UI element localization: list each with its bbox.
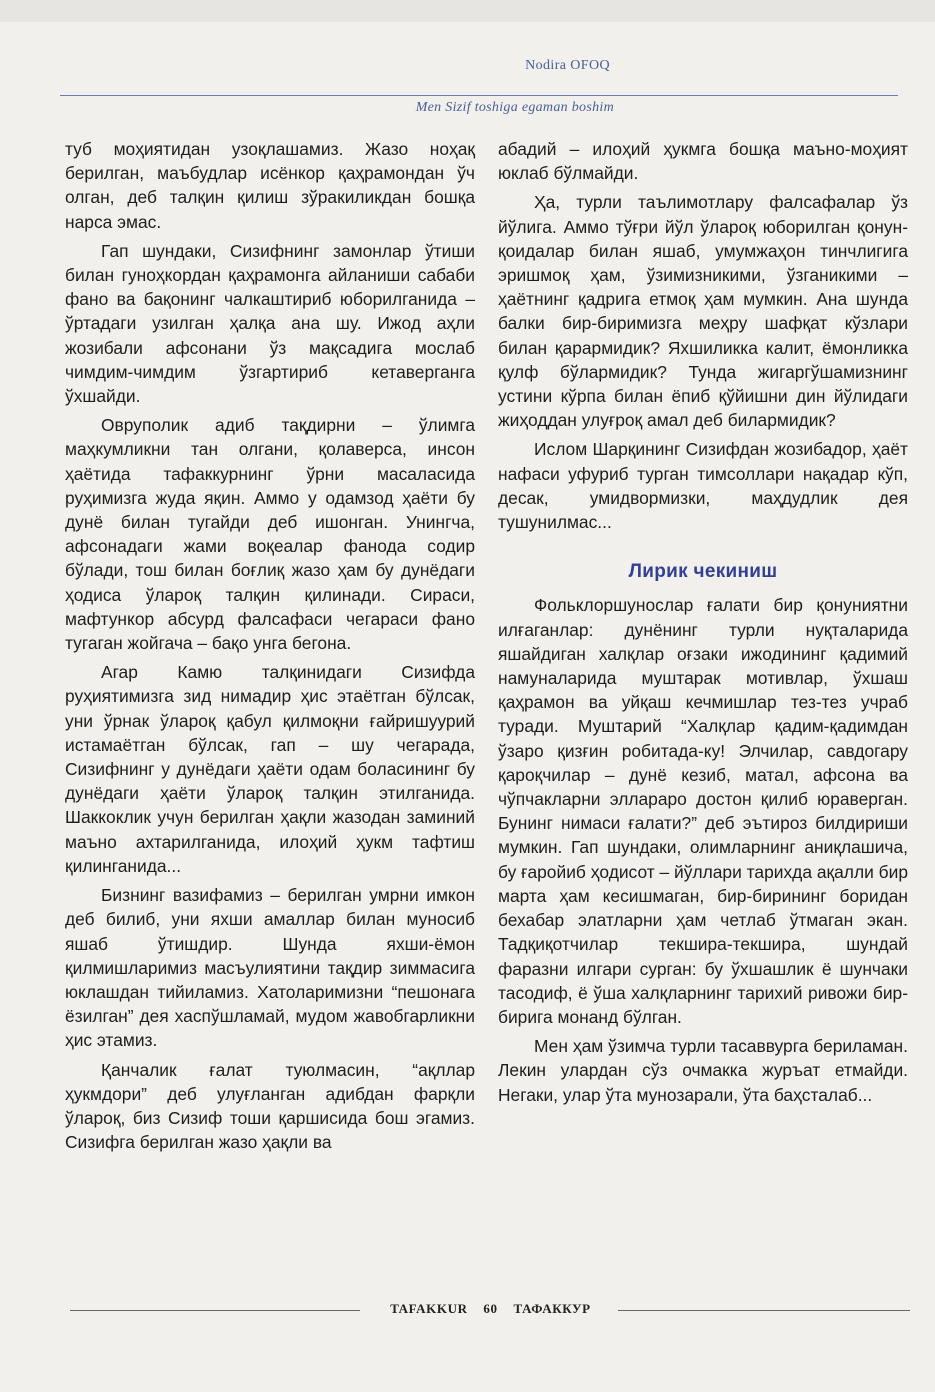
paragraph: Мен ҳам ўзимча турли тасаввурга бериламан. Лекин улардан сўз очмакка журъат етмайди. Негаки, улар ўта мунозарали, ўта баҳсталаб... [498, 1036, 908, 1105]
page-number: 60 [483, 1301, 498, 1316]
page-footer [70, 1301, 910, 1321]
paragraph: Агар Камю талқинидаги Сизифда руҳиятимизга зид нимадир ҳис этаётган бўлсак, уни ўрнак ўлароқ қабул қилмоқни ғайришуурий истамаётган бўлсак, гап – шу чегарада, Сизифнинг у дунёдаги ҳаёти одам боласининг бу дунёдаги ҳаёти ўлароқ талқин этилганида. Шаккоклик учун берилган ҳақли жазодан заминий маъно ахтарилганида, илоҳий ҳукм тафтиш қилинганида... [65, 662, 475, 876]
footer-journal-cyrillic: ТАФАККУР [513, 1301, 591, 1316]
left-column [65, 137, 475, 1159]
paragraph: абадий – илоҳий ҳукмга бошқа маъно-моҳият юклаб бўлмайди. [498, 139, 908, 184]
right-column-top [498, 137, 908, 534]
right-column [498, 137, 908, 1112]
paragraph: Қанчалик ғалат туюлмасин, “ақллар ҳукмдори” деб улуғланган адибдан фарқли ўлароқ, биз Сизиф тоши қаршисида бош эгамиз. Сизифга берилган жазо ҳақли ва [65, 1059, 475, 1153]
paragraph: Гап шундаки, Сизифнинг замонлар ўтиши билан гуноҳкордан қаҳрамонга айланиши сабаби фано ва бақонинг чалкаштириб юборилганида – ўртадаги узилган ҳалқа ана шу. Ижод аҳли жозибали афсонани ўз мақсадига мослаб чимдим-чимдим ўзгартириб кетаверганга ўхшайди. [65, 240, 475, 407]
paragraph: туб моҳиятидан узоқлашамиз. Жазо ноҳақ берилган, маъбудлар исёнкор қаҳрамондан ўч олган, деб талқин қилиш зўракиликдан бошқа нарса эмас. [65, 139, 475, 232]
paragraph: Ислом Шарқининг Сизифдан жозибадор, ҳаёт нафаси уфуриб турган тимсоллари нақадар кўп, десак, умидвормизки, маҳдудлик дея тушунилмас... [498, 439, 908, 533]
right-column-bottom [498, 593, 908, 1106]
header-rule [60, 95, 898, 96]
footer-rule-left [70, 1310, 360, 1311]
paragraph: Ҳа, турли таълимотлару фалсафалар ўз йўлига. Аммо тўғри йўл ўлароқ юборилган қонун-қоидалар билан яшаб, умумжаҳон тинчлигига эришмоқ ҳам, ўзимизникими, ўзганикими – ҳаётнинг қадрига етмоқ ҳам мумкин. Ана шунда балки бир-биримизга меҳру шафқат кўзлари билан қарармидик? Яхшиликка калит, ёмонликка қулф бўлармидик? Тунда жигаргўшамизнинг устини кўрпа билан ёпиб қўйишни дин йўлидаги жиҳоддан улуғроқ амал деб билармидик? [498, 192, 908, 431]
paragraph: Овруполик адиб тақдирни – ўлимга маҳкумликни тан олгани, қолаверса, инсон ҳаётида тафаккурнинг ўрни масаласида руҳимизга жуда яқин. Аммо у одамзод ҳаёти бу дунё билан тугайди деб ишонган. Унингча, афсонадаги жами воқеалар фанода содир бўлади, тош билан боғлиқ жазо ҳам бу дунёдаги ҳодиса ўлароқ талқин қилинади. Сираси, мафтункор абсурд фалсафаси чегараси фано тугаган жойгача – бақо унга бегона. [65, 415, 475, 654]
footer-text [368, 1301, 613, 1317]
paragraph: Фольклоршунослар ғалати бир қонуниятни илғаганлар: дунёнинг турли нуқталарида яшайдиган халқлар оғзаки ижодининг қадимий намуналарида муштарак мотивлар, ўхшаш қаҳрамон ва уйқаш кечмишлар тез-тез учраб туради. Муштарий “Халқлар қадим-қадимдан ўзаро қизғин робитада-ку! Элчилар, савдогару қароқчилар – дунё кезиб, матал, афсона ва чўпчакларни элларaро достон қилиб юраверган. Бунинг нимаси ғалати?” деб эътироз билдириши мумкин. Гап шундаки, олимларнинг аниқлашича, бу ғаройиб ҳодисот – йўллари тарихда ақалли бир марта ҳам кесишмаган, бир-бирининг боридан бехабар элатларни ҳам четлаб ўтмаган экан. Тадқиқотчилар текшира-текшира, шундай фаразни илгари сурган: бу ўхшашлик ё шунчаки тасодиф, ё ўша халқларнинг тарихий ривожи бир-бирига монанд бўлган. [498, 595, 908, 1027]
header-subtitle: Men Sizif toshiga egaman boshim [415, 100, 614, 115]
page-top-edge [0, 0, 935, 22]
header-author: Nodira OFOQ [525, 58, 610, 73]
section-title: Лирик чекиниш [628, 561, 778, 583]
footer-rule-right [618, 1310, 910, 1311]
footer-journal-latin: TAFAKKUR [390, 1301, 468, 1316]
paragraph: Бизнинг вазифамиз – берилган умрни имкон деб билиб, уни яхши амаллар билан муносиб яшаб ўтишдир. Шунда яхши-ёмон қилмишларимиз масъулиятини тақдир зиммасига юклашдан тийиламиз. Хатоларимизни “пешонага ёзилган” дея хаспўшламай, мудом жавобгарликни ҳис этамиз. [65, 885, 475, 1051]
